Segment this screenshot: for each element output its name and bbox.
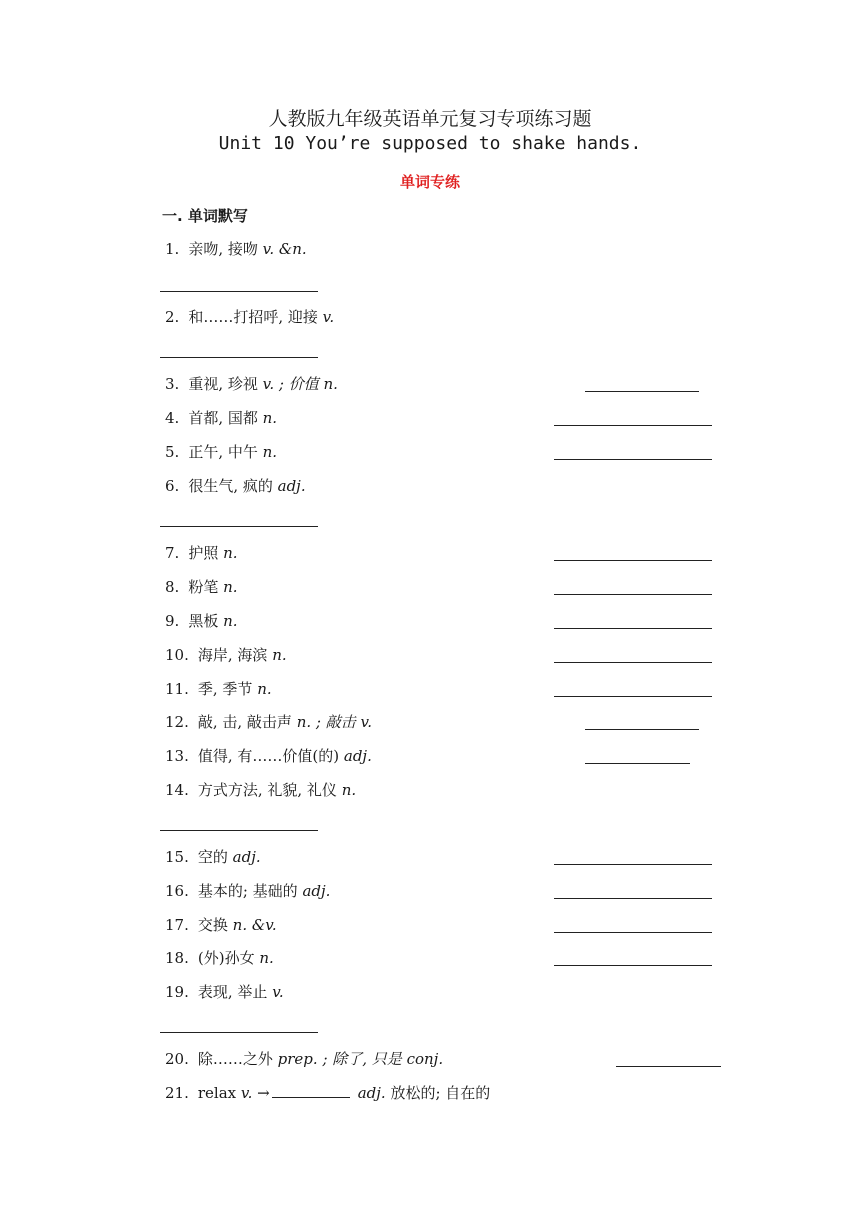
list-item bbox=[165, 610, 238, 631]
item-number: 11. bbox=[165, 680, 189, 698]
item-text: relax bbox=[197, 1084, 237, 1102]
list-item bbox=[165, 441, 277, 462]
item-text: 粉笔 bbox=[188, 578, 219, 596]
answer-blank[interactable] bbox=[616, 1066, 721, 1067]
answer-blank[interactable] bbox=[554, 560, 712, 561]
item-suffix-text: 放松的; 自在的 bbox=[390, 1084, 491, 1102]
item-pos: v. &n. bbox=[262, 240, 307, 258]
item-pos: v. bbox=[272, 983, 284, 1001]
item-pos: n. bbox=[259, 949, 274, 967]
item-pos: v. ; 价值 n. bbox=[262, 375, 338, 393]
item-number: 12. bbox=[165, 713, 189, 731]
item-number: 10. bbox=[165, 646, 189, 664]
item-number: 20. bbox=[165, 1050, 189, 1068]
list-item bbox=[165, 373, 338, 394]
answer-blank[interactable] bbox=[160, 291, 318, 292]
item-pos: n. bbox=[341, 781, 357, 799]
unit-title: Unit 10 You’re supposed to shake hands. bbox=[218, 133, 642, 154]
answer-blank[interactable] bbox=[160, 830, 318, 831]
item-pos: n. bbox=[262, 443, 278, 461]
item-pos: v. bbox=[322, 308, 335, 326]
answer-blank[interactable] bbox=[272, 1083, 350, 1098]
item-number: 6. bbox=[165, 477, 180, 495]
document-title: 人教版九年级英语单元复习专项练习题 bbox=[268, 108, 592, 130]
list-item bbox=[165, 981, 284, 1002]
item-pos: n. bbox=[272, 646, 287, 664]
answer-blank[interactable] bbox=[554, 898, 712, 899]
item-pos: adj. bbox=[232, 848, 261, 866]
item-number: 7. bbox=[165, 544, 180, 562]
item-text: 季, 季节 bbox=[197, 680, 253, 698]
item-text: 正午, 中午 bbox=[188, 443, 258, 461]
list-item bbox=[165, 644, 287, 665]
exercise-heading: 一. 单词默写 bbox=[162, 207, 248, 225]
item-text: 亲吻, 接吻 bbox=[188, 240, 258, 258]
answer-blank[interactable] bbox=[585, 391, 699, 392]
list-item bbox=[165, 542, 238, 563]
item-text: 方式方法, 礼貌, 礼仪 bbox=[197, 781, 337, 799]
list-item bbox=[165, 407, 277, 428]
item-text: 表现, 举止 bbox=[197, 983, 268, 1001]
item-suffix-pos: adj. bbox=[357, 1084, 386, 1102]
answer-blank[interactable] bbox=[585, 729, 699, 730]
list-item bbox=[165, 238, 307, 259]
item-pos: n. bbox=[223, 612, 238, 630]
answer-blank[interactable] bbox=[160, 1032, 318, 1033]
item-text: 和……打招呼, 迎接 bbox=[188, 308, 318, 326]
item-pos: n. bbox=[223, 578, 238, 596]
item-pos: n. ; 敲击 v. bbox=[296, 713, 372, 731]
answer-blank[interactable] bbox=[160, 357, 318, 358]
answer-blank[interactable] bbox=[554, 425, 712, 426]
item-number: 15. bbox=[165, 848, 189, 866]
list-item bbox=[165, 914, 277, 935]
list-item bbox=[165, 1082, 490, 1103]
item-text: 首都, 国都 bbox=[188, 409, 258, 427]
answer-blank[interactable] bbox=[554, 594, 712, 595]
item-text: 基本的; 基础的 bbox=[197, 882, 298, 900]
item-number: 3. bbox=[165, 375, 180, 393]
item-text: 很生气, 疯的 bbox=[188, 477, 273, 495]
item-number: 2. bbox=[165, 308, 180, 326]
answer-blank[interactable] bbox=[554, 965, 712, 966]
item-number: 16. bbox=[165, 882, 189, 900]
item-text: 海岸, 海滨 bbox=[197, 646, 268, 664]
item-text: (外)孙女 bbox=[197, 949, 255, 967]
item-pos: n. bbox=[223, 544, 238, 562]
item-number: 14. bbox=[165, 781, 189, 799]
list-item bbox=[165, 1048, 443, 1069]
list-item bbox=[165, 880, 330, 901]
item-pos: n. bbox=[262, 409, 278, 427]
item-number: 19. bbox=[165, 983, 189, 1001]
answer-blank[interactable] bbox=[160, 526, 318, 527]
item-pos: adj. bbox=[302, 882, 331, 900]
list-item bbox=[165, 306, 334, 327]
section-label: 单词专练 bbox=[399, 173, 460, 191]
item-number: 13. bbox=[165, 747, 189, 765]
item-number: 9. bbox=[165, 612, 180, 630]
list-item bbox=[165, 779, 356, 800]
list-item bbox=[165, 846, 261, 867]
list-item bbox=[165, 678, 272, 699]
item-pos: adj. bbox=[343, 747, 372, 765]
item-text: 敲, 击, 敲击声 bbox=[197, 713, 292, 731]
item-text: 护照 bbox=[188, 544, 219, 562]
item-number: 17. bbox=[165, 916, 189, 934]
answer-blank[interactable] bbox=[554, 932, 712, 933]
item-number: 4. bbox=[165, 409, 180, 427]
item-number: 8. bbox=[165, 578, 180, 596]
list-item bbox=[165, 947, 274, 968]
item-number: 1. bbox=[165, 240, 180, 258]
answer-blank[interactable] bbox=[554, 662, 712, 663]
answer-blank[interactable] bbox=[554, 628, 712, 629]
item-number: 18. bbox=[165, 949, 189, 967]
item-text: 交换 bbox=[197, 916, 228, 934]
item-text: 重视, 珍视 bbox=[188, 375, 258, 393]
answer-blank[interactable] bbox=[554, 864, 712, 865]
item-pos: v. → bbox=[240, 1084, 270, 1102]
item-text: 黑板 bbox=[188, 612, 219, 630]
list-item bbox=[165, 711, 372, 732]
list-item bbox=[165, 745, 372, 766]
item-text: 除……之外 bbox=[197, 1050, 273, 1068]
item-number: 5. bbox=[165, 443, 180, 461]
item-text: 值得, 有……价值(的) bbox=[197, 747, 340, 765]
item-pos: prep. ; 除了, 只是 conj. bbox=[277, 1050, 444, 1068]
answer-blank[interactable] bbox=[554, 459, 712, 460]
item-text: 空的 bbox=[197, 848, 228, 866]
item-pos: n. bbox=[257, 680, 272, 698]
answer-blank[interactable] bbox=[554, 696, 712, 697]
answer-blank[interactable] bbox=[585, 763, 690, 764]
item-number: 21. bbox=[165, 1084, 189, 1102]
list-item bbox=[165, 475, 306, 496]
list-item bbox=[165, 576, 238, 597]
item-pos: n. &v. bbox=[232, 916, 277, 934]
item-pos: adj. bbox=[277, 477, 306, 495]
